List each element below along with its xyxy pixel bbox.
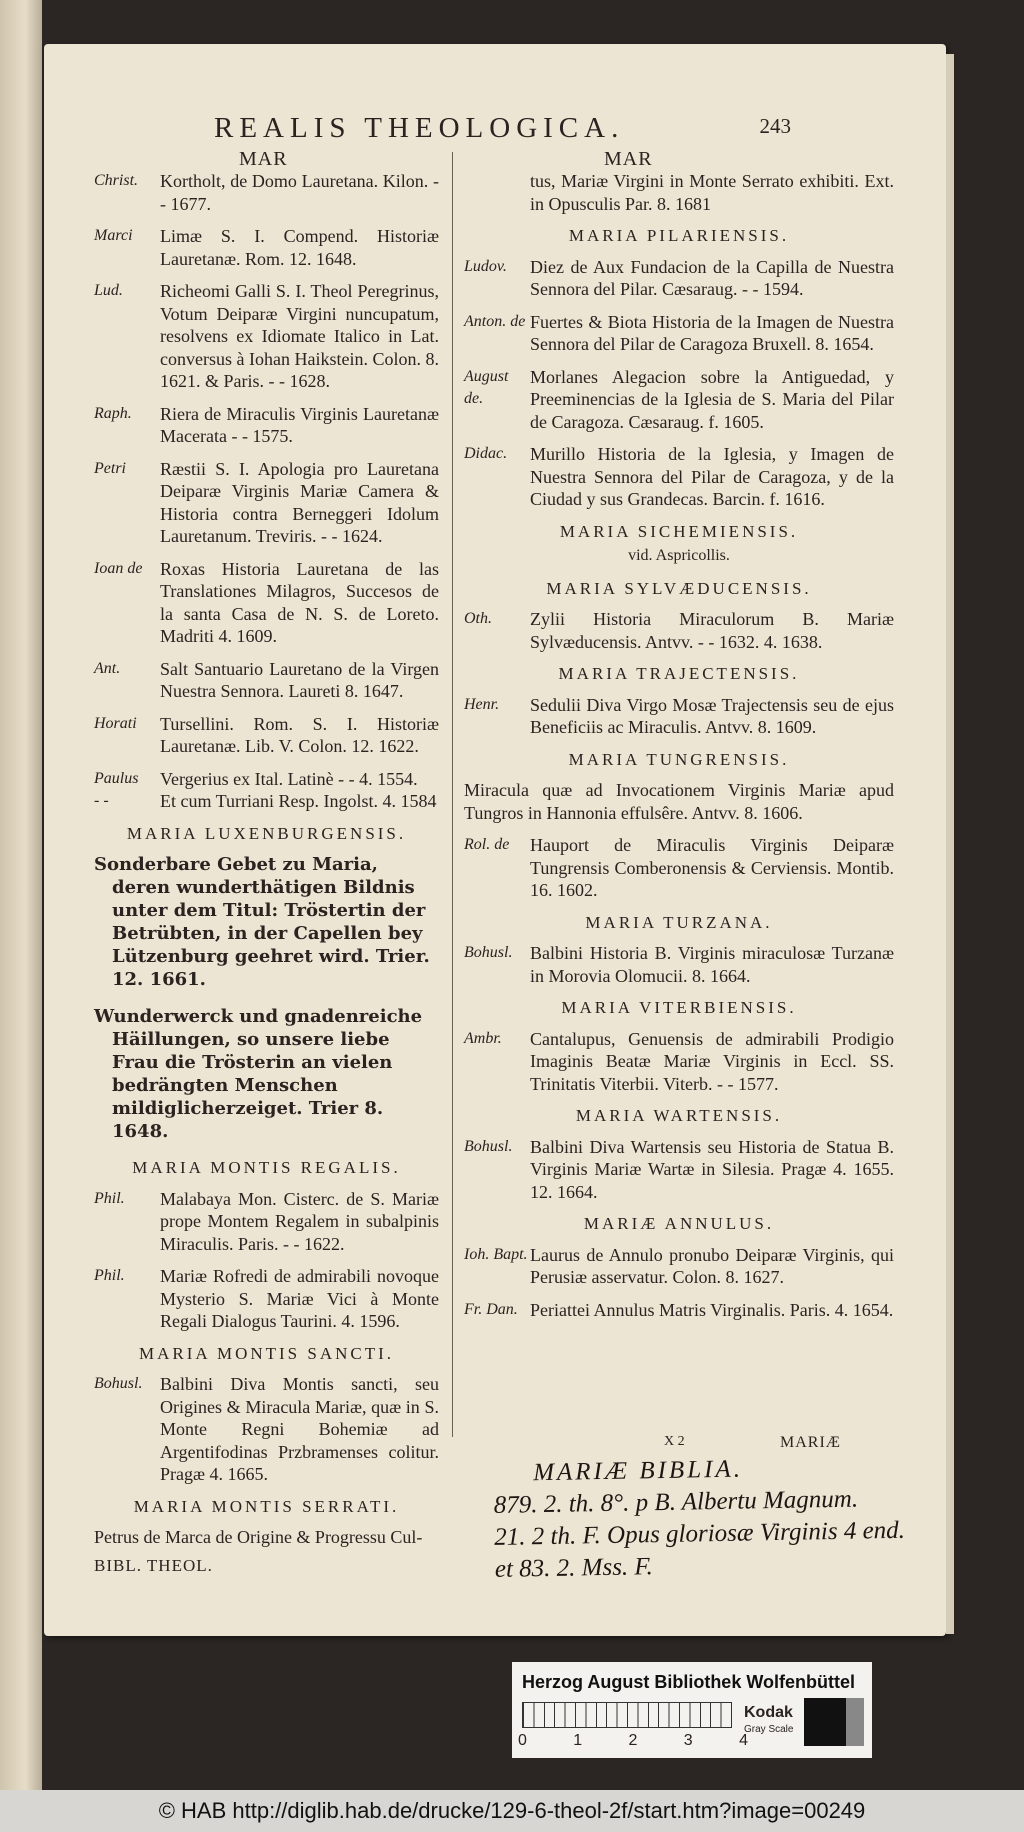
section-heading: MARIA SYLVÆDUCENSIS. bbox=[546, 578, 812, 598]
bib-entry bbox=[464, 256, 894, 301]
scale-number: 0 bbox=[518, 1732, 527, 1749]
bib-entry bbox=[94, 658, 439, 703]
entry-text: Hauport de Miraculis Virginis Deiparæ Tungrensis Comberonensis & Cerviensis. Montib. 16. 1602. bbox=[530, 835, 894, 900]
entry-text: Balbini Historia B. Virginis miraculosæ Turzanæ in Morovia Olomucii. 8. 1664. bbox=[530, 943, 894, 986]
handwritten-line: MARIÆ BIBLIA. bbox=[532, 1455, 744, 1487]
entry-author: Petri bbox=[94, 459, 126, 477]
entry-author: - - bbox=[94, 792, 109, 809]
entry-author: Christ. bbox=[94, 172, 139, 189]
entry-text: Roxas Historia Lauretana de las Translationes Milagros, Succesos de la santa Casa de N. S. de Loreto. Madriti 4. 1609. bbox=[160, 558, 439, 646]
ruler-scale bbox=[522, 1702, 732, 1728]
entry-author: Ant. bbox=[94, 659, 121, 677]
entry-text: Balbini Diva Montis sancti, seu Origines & Miracula Mariæ, quæ in S. Monte Regni Bohemiæ ad Argentifodinas Przbramenses colitur. Pragæ 4. 1665. bbox=[160, 1374, 439, 1484]
page-edge bbox=[946, 54, 954, 1634]
entry-text: Cantalupus, Genuensis de admirabili Prodigio Imaginis Beatæ Mariæ Virginis in Eccl. SS. Trinitatis Viterbii. Viterb. - - 1577. bbox=[530, 1028, 894, 1094]
bib-entry bbox=[464, 366, 894, 434]
bib-entry bbox=[464, 608, 894, 653]
bib-entry bbox=[94, 225, 439, 270]
german-entry: Wunderwerck und gnadenreiche Häillungen, so unsere liebe Frau die Trösterin an vielen bedrängten Menschen mildiglicherzeiget. Trier 8. 1648. bbox=[94, 1006, 423, 1142]
entry-text: Vergerius ex Ital. Latinè - - 4. 1554. bbox=[160, 768, 418, 789]
entry-text: tus, Mariæ Virgini in Monte Serrato exhibiti. Ext. in Opusculis Par. 8. 1681 bbox=[530, 171, 894, 214]
signature-mark: X 2 bbox=[664, 1434, 685, 1449]
bib-entry bbox=[464, 1299, 894, 1322]
entry-author: Bohusl. bbox=[94, 1375, 143, 1392]
handwritten-line: et 83. 2. Mss. F. bbox=[494, 1553, 653, 1583]
bib-entry bbox=[94, 1188, 439, 1256]
entry-text: Richeomi Galli S. I. Theol Peregrinus, Votum Deiparæ Virgini nuncupatum, resolvens ex Idiomate Italico in Lat. conversus à Iohan Haikstein. Colon. 8. 1621. & Paris. - - 1628. bbox=[160, 281, 439, 391]
bib-entry bbox=[94, 280, 439, 393]
left-column-head: MAR bbox=[239, 148, 288, 170]
entry-text: Sedulii Diva Virgo Mosæ Trajectensis seu de ejus Beneficiis ac Miraculis. Antvv. 8. 1609. bbox=[530, 694, 894, 737]
entry-text: Morlanes Alegacion sobre la Antiguedad, y Preeminencias de la Iglesia de S. Maria del Pilar de Caragoza. Cæsaraug. f. 1605. bbox=[530, 366, 894, 432]
bib-entry bbox=[94, 403, 439, 448]
entry-text: Zylii Historia Miraculorum B. Mariæ Sylvæducensis. Antvv. - - 1632. 4. 1638. bbox=[530, 609, 894, 652]
page-number: 243 bbox=[759, 114, 791, 138]
bib-entry bbox=[464, 443, 894, 511]
entry-text: Kortholt, de Domo Lauretana. Kilon. - - 1677. bbox=[160, 171, 439, 214]
bib-entry bbox=[464, 779, 894, 824]
bib-entry bbox=[464, 311, 894, 356]
entry-author: August de. bbox=[464, 367, 509, 407]
entry-text: Periattei Annulus Matris Virginalis. Paris. 4. 1654. bbox=[530, 1299, 894, 1320]
bib-entry bbox=[464, 834, 894, 902]
gray-scale-label: Gray Scale bbox=[744, 1724, 794, 1735]
scale-number: 3 bbox=[683, 1732, 693, 1749]
scale-number: 4 bbox=[739, 1732, 748, 1749]
scale-number: 1 bbox=[573, 1732, 583, 1749]
entry-author: Ludov. bbox=[464, 257, 507, 275]
entry-author: Anton. de bbox=[464, 312, 526, 330]
entry-author: Fr. Dan. bbox=[464, 1300, 518, 1318]
entry-author: Bohusl. bbox=[464, 944, 513, 961]
section-heading: MARIÆ ANNULUS. bbox=[583, 1214, 775, 1233]
bib-entry bbox=[94, 1265, 439, 1333]
scale-numbers bbox=[518, 1732, 748, 1750]
entry-text: Laurus de Annulo pronubo Deiparæ Virginis, qui Perusiæ asservatur. Colon. 8. 1627. bbox=[530, 1244, 894, 1287]
entry-author: Didac. bbox=[464, 445, 508, 462]
scale-number: 2 bbox=[628, 1732, 638, 1749]
entry-author: Rol. de bbox=[464, 836, 510, 853]
bib-entry bbox=[464, 1136, 894, 1204]
kodak-logo: Kodak bbox=[744, 1704, 793, 1721]
bib-entry bbox=[464, 942, 894, 987]
book-page bbox=[44, 44, 946, 1636]
section-heading: MARIA MONTIS REGALIS. bbox=[132, 1158, 401, 1177]
entry-author: Ioan de bbox=[94, 559, 143, 577]
adjacent-page-edge bbox=[0, 0, 42, 1790]
german-entry: Sonderbare Gebet zu Maria, deren wunderthätigen Bildnis unter dem Titul: Tröstertin der Betrübten, in der Capellen bey Lützenburg geehret wird. Trier. 12. 1661. bbox=[94, 854, 430, 990]
section-heading: MARIA PILARIENSIS. bbox=[568, 226, 790, 245]
right-column bbox=[464, 170, 894, 1331]
entry-author: Oth. bbox=[464, 610, 492, 627]
entry-author: Raph. bbox=[94, 404, 132, 422]
section-heading: MARIA TRAJECTENSIS. bbox=[558, 664, 800, 683]
entry-author: Lud. bbox=[94, 282, 123, 299]
entry-text: Murillo Historia de la Iglesia, y Imagen de Nuestra Sennora del Pilar de Caragoza, y de la Ciudad y sus Grandecas. Barcin. f. 1616. bbox=[530, 444, 894, 509]
entry-text: Diez de Aux Fundacion de la Capilla de Nuestra Sennora del Pilar. Cæsaraug. - - 1594. bbox=[530, 256, 894, 299]
bib-entry bbox=[464, 694, 894, 739]
section-heading: MARIA MONTIS SERRATI. bbox=[133, 1496, 400, 1516]
entry-author: Phil. bbox=[94, 1189, 125, 1207]
bib-entry bbox=[94, 170, 439, 215]
entry-author: Henr. bbox=[464, 695, 500, 713]
bib-entry bbox=[94, 768, 439, 791]
handwritten-line: 21. 2 th. F. Opus gloriosæ Virginis 4 end. bbox=[494, 1516, 906, 1551]
section-heading: MARIA WARTENSIS. bbox=[575, 1106, 783, 1125]
entry-text: Salt Santuario Lauretano de la Virgen Nuestra Sennora. Laureti 8. 1647. bbox=[160, 658, 439, 701]
entry-text: Miracula quæ ad Invocationem Virginis Mariæ apud Tungros in Hannonia effulsêre. Antvv. 8. 1606. bbox=[464, 780, 894, 823]
entry-author: Bohusl. bbox=[464, 1137, 513, 1155]
section-heading: MARIA SICHEMIENSIS. bbox=[559, 521, 799, 541]
entry-text: Tursellini. Rom. S. I. Historiæ Lauretanæ. Lib. V. Colon. 12. 1622. bbox=[160, 713, 439, 756]
right-column-head: MAR bbox=[604, 148, 653, 170]
entry-author: Phil. bbox=[94, 1267, 125, 1284]
entry-author: Horati bbox=[94, 714, 137, 732]
section-heading: MARIA TURZANA. bbox=[585, 912, 773, 932]
footer-catchword: BIBL. THEOL. bbox=[94, 1555, 213, 1575]
section-heading: MARIA TUNGRENSIS. bbox=[568, 749, 790, 769]
section-heading: MARIA VITERBIENSIS. bbox=[561, 998, 797, 1017]
section-heading: MARIA MONTIS SANCTI. bbox=[138, 1343, 395, 1363]
entry-author: Ioh. Bapt. bbox=[464, 1245, 528, 1263]
copyright-footer: © HAB http://diglib.hab.de/drucke/129-6-theol-2f/start.htm?image=00249 bbox=[0, 1790, 1024, 1832]
bib-entry bbox=[94, 790, 439, 813]
library-name: Herzog August Bibliothek Wolfenbüttel bbox=[522, 1672, 855, 1692]
entry-text: Riera de Miraculis Virginis Lauretanæ Macerata - - 1575. bbox=[160, 403, 439, 446]
running-head: REALIS THEOLOGICA. bbox=[214, 112, 625, 144]
bib-entry bbox=[94, 1373, 439, 1486]
bib-entry bbox=[464, 1244, 894, 1289]
entry-text: Balbini Diva Wartensis seu Historia de Statua B. Virginis Mariæ Wartæ in Silesia. Pragæ 4. 1655. 12. 1664. bbox=[530, 1136, 894, 1202]
entry-author: Ambr. bbox=[464, 1029, 502, 1047]
gray-patch bbox=[804, 1698, 864, 1746]
entry-author: Marci bbox=[94, 227, 133, 244]
entry-text: Malabaya Mon. Cisterc. de S. Mariæ prope Montem Regalem in subalpinis Miraculis. Paris. - - 1622. bbox=[160, 1188, 439, 1254]
bib-entry bbox=[464, 1028, 894, 1096]
handwritten-line: 879. 2. th. 8°. p B. Albertu Magnum. bbox=[493, 1485, 859, 1519]
cross-reference: vid. Aspricollis. bbox=[628, 547, 730, 564]
bib-entry bbox=[94, 558, 439, 648]
entry-text: Petrus de Marca de Origine & Progressu Cul- bbox=[94, 1527, 423, 1547]
entry-text: Fuertes & Biota Historia de la Imagen de Nuestra Sennora del Pilar de Caragoza Bruxell. 8. 1654. bbox=[530, 311, 894, 354]
entry-text: Mariæ Rofredi de admirabili novoque Mysterio S. Mariæ Vici à Monte Regali Dialogus Taurini. 4. 1596. bbox=[160, 1266, 439, 1331]
catchword: MARIÆ bbox=[779, 1434, 841, 1451]
color-calibration-card bbox=[512, 1662, 872, 1758]
entry-text: Ræstii S. I. Apologia pro Lauretana Deiparæ Virginis Mariæ Camera & Historia contra Berneggeri Idolum Lauretanum. Treviris. - - 1624. bbox=[160, 458, 439, 546]
bib-entry bbox=[94, 713, 439, 758]
section-heading: MARIA LUXENBURGENSIS. bbox=[126, 823, 407, 843]
bib-entry bbox=[94, 458, 439, 548]
left-column bbox=[94, 170, 439, 1577]
entry-author: Paulus bbox=[94, 769, 139, 787]
column-rule bbox=[452, 152, 453, 1437]
entry-text: Et cum Turriani Resp. Ingolst. 4. 1584 bbox=[160, 791, 437, 811]
bib-entry bbox=[464, 170, 894, 215]
handwritten-note bbox=[493, 1450, 945, 1586]
entry-text: Limæ S. I. Compend. Historiæ Lauretanæ. Rom. 12. 1648. bbox=[160, 226, 439, 269]
